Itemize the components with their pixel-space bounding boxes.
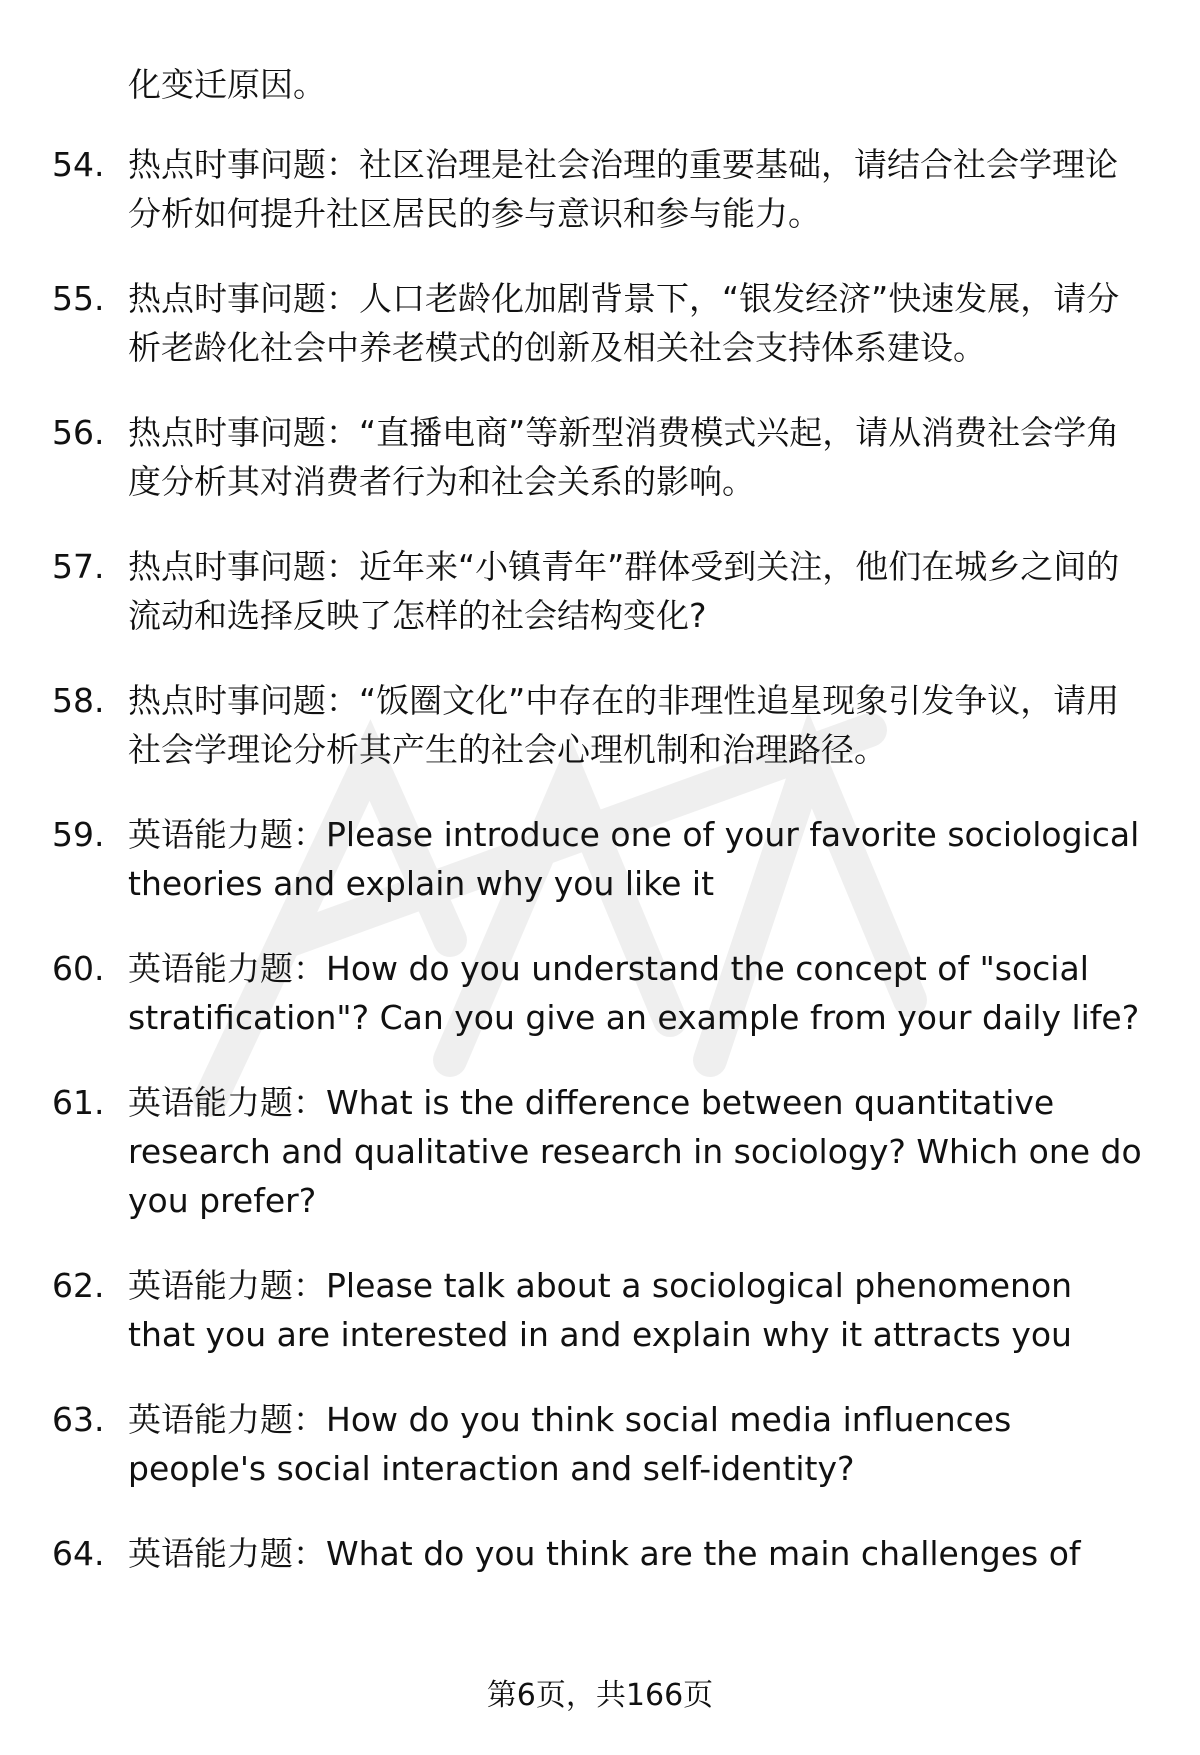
question-number: 54. [52,145,105,184]
question-category: 英语能力题： [128,1083,326,1122]
question-category: 热点时事问题： [128,413,359,452]
question-text: 社区治理是社会治理的重要基础，请结合社会学理论分析如何提升社区居民的参与意识和参与能力。 [128,145,1118,233]
question-item [0,1261,1148,1359]
question-category: 英语能力题： [128,949,326,988]
question-text: Please talk about a sociological phenomenon that you are interested in and explain why it attracts you [128,1266,1073,1354]
page-number-footer: 第6页，共166页 [486,1678,714,1713]
question-item [0,274,1148,372]
question-text: Please introduce one of your favorite sociological theories and explain why you like it [128,815,1140,903]
question-category: 英语能力题： [128,815,326,854]
question-category: 英语能力题： [128,1534,326,1573]
question-item [0,1395,1148,1493]
question-number: 56. [52,413,105,452]
question-item [0,408,1148,506]
question-text: How do you understand the concept of "social stratification"? Can you give an example from your daily life? [128,949,1140,1037]
question-text: How do you think social media influences people's social interaction and self-identity? [128,1400,1012,1488]
question-number: 57. [52,547,105,586]
question-number: 59. [52,815,105,854]
question-category: 热点时事问题： [128,547,359,586]
question-item [0,676,1148,774]
continuation-text: 化变迁原因。 [128,65,326,104]
question-category: 热点时事问题： [128,279,359,318]
question-number: 60. [52,949,105,988]
question-text: 近年来“小镇青年”群体受到关注，他们在城乡之间的流动和选择反映了怎样的社会结构变化? [128,547,1120,635]
question-number: 64. [52,1534,105,1573]
question-number: 58. [52,681,105,720]
question-item [0,1529,1148,1578]
question-text: What do you think are the main challenges of [326,1534,1081,1573]
question-list [0,140,1200,1614]
question-text: “饭圈文化”中存在的非理性追星现象引发争议，请用社会学理论分析其产生的社会心理机制和治理路径。 [128,681,1120,769]
question-text: “直播电商”等新型消费模式兴起，请从消费社会学角度分析其对消费者行为和社会关系的影响。 [128,413,1120,501]
question-item [0,140,1148,238]
question-number: 55. [52,279,105,318]
question-item [0,810,1148,908]
question-text: What is the difference between quantitative research and qualitative research in sociology? Which one do you prefer? [128,1083,1142,1220]
question-category: 英语能力题： [128,1400,326,1439]
question-category: 热点时事问题： [128,145,359,184]
question-text: 人口老龄化加剧背景下，“银发经济”快速发展，请分析老龄化社会中养老模式的创新及相关社会支持体系建设。 [128,279,1120,367]
question-number: 61. [52,1083,105,1122]
question-number: 62. [52,1266,105,1305]
question-category: 英语能力题： [128,1266,326,1305]
question-number: 63. [52,1400,105,1439]
question-item [0,944,1148,1042]
question-item [0,542,1148,640]
question-item [0,1078,1148,1225]
question-category: 热点时事问题： [128,681,359,720]
